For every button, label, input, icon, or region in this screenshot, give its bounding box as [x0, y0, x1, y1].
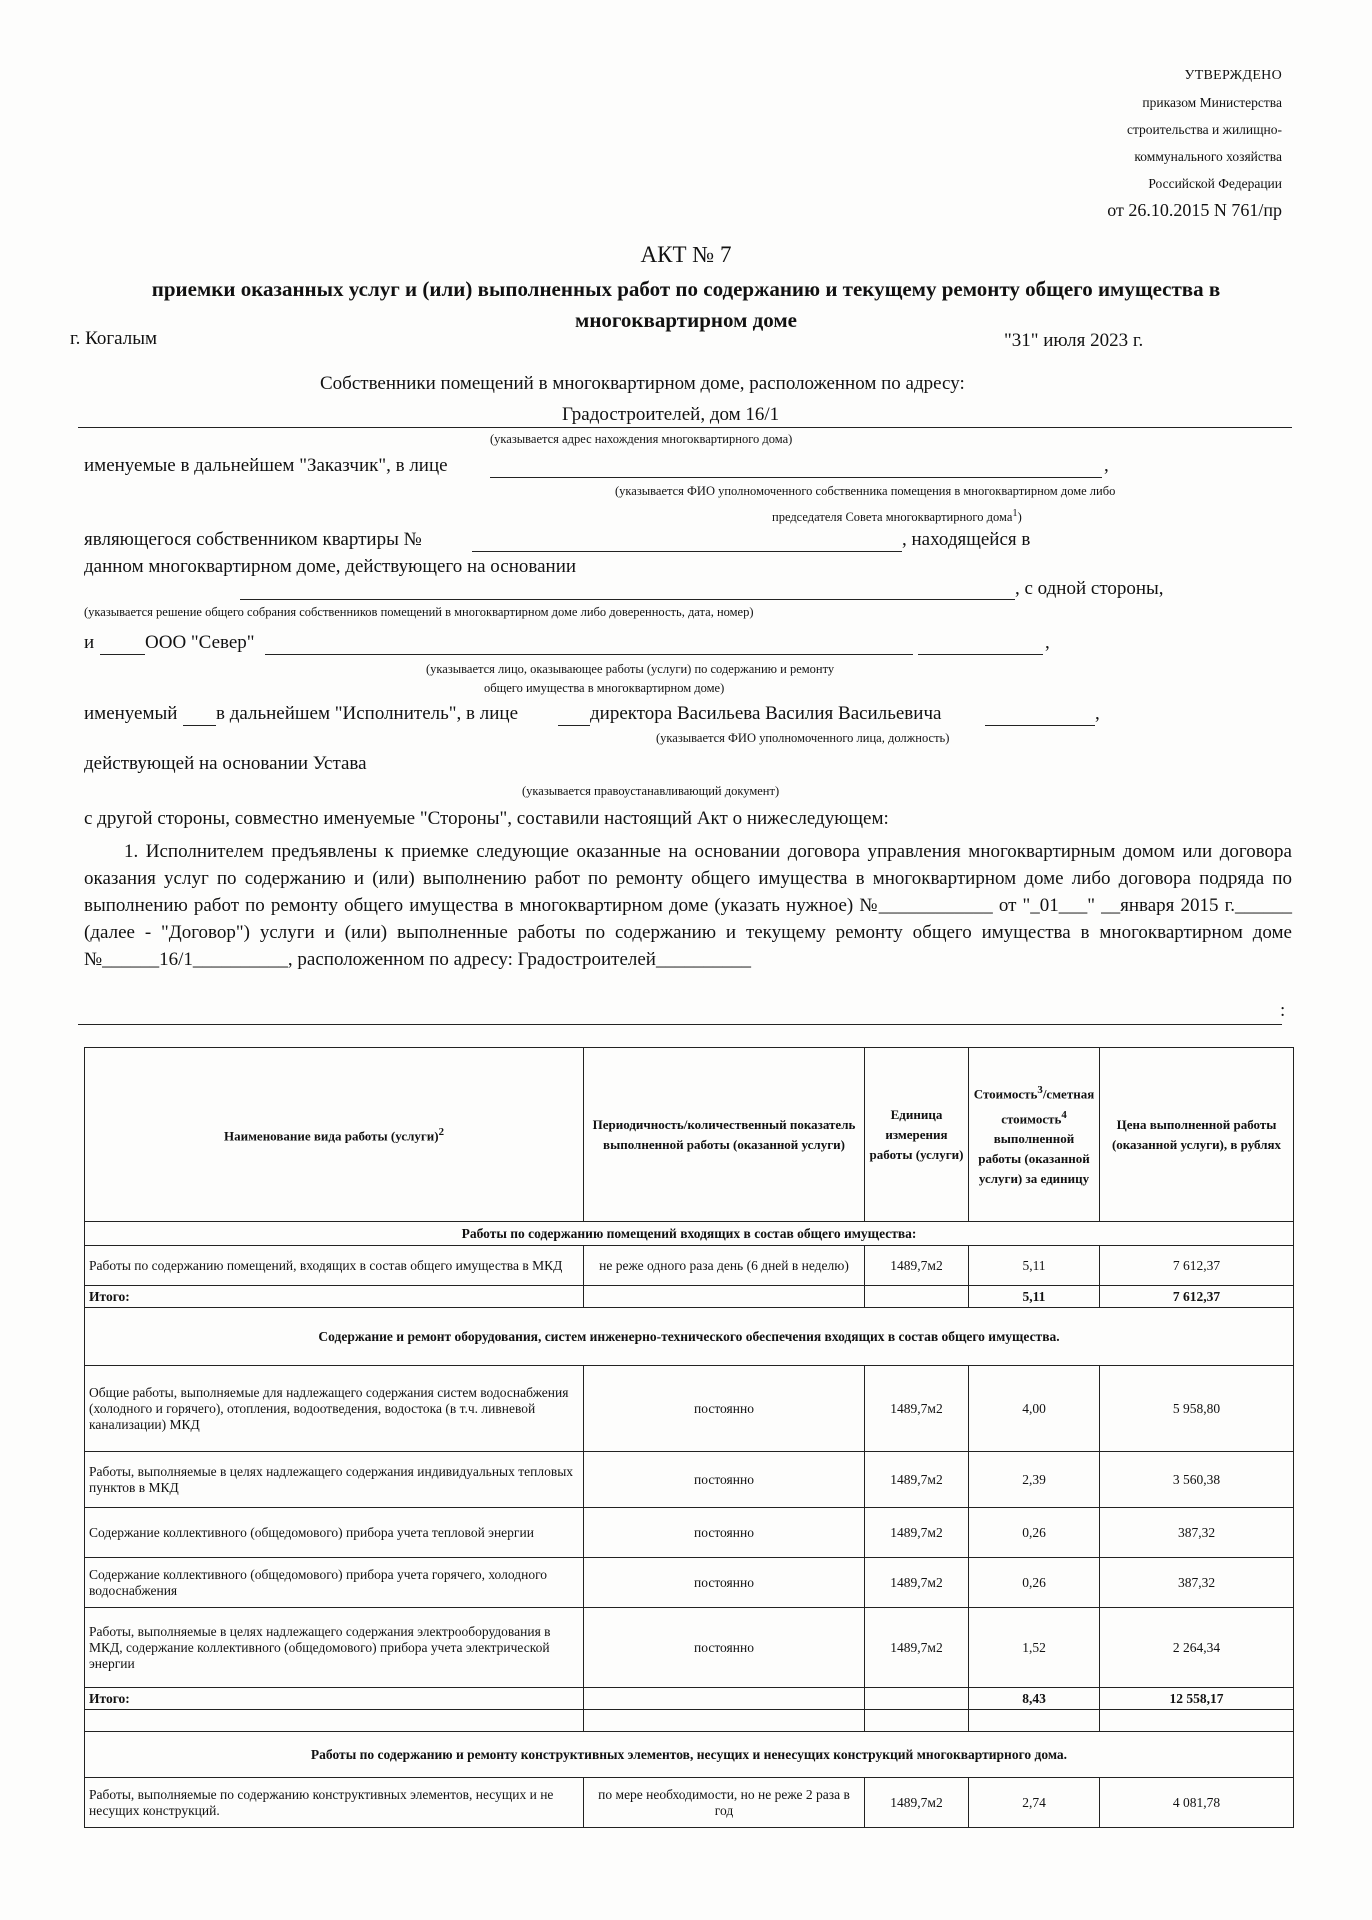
underline: [78, 427, 1292, 428]
total-price: 7 612,37: [1100, 1286, 1294, 1308]
section-title: Работы по содержанию помещений входящих в состав общего имущества:: [85, 1222, 1294, 1246]
total-cost: 5,11: [969, 1286, 1100, 1308]
and-label: и: [84, 632, 95, 653]
header-price: Цена выполненной работы (оказанной услуги), в рублях: [1100, 1048, 1294, 1222]
underline: [472, 551, 902, 552]
approval-line: Российской Федерации: [1148, 176, 1282, 191]
cell-price: 2 264,34: [1100, 1608, 1294, 1688]
underline: [100, 654, 145, 655]
cell-unit: 1489,7м2: [865, 1366, 969, 1452]
total-row: [85, 1286, 1294, 1308]
cell-unit: 1489,7м2: [865, 1608, 969, 1688]
cell-cost: 1,52: [969, 1608, 1100, 1688]
cell-price: 387,32: [1100, 1558, 1294, 1608]
act-number: АКТ № 7: [640, 242, 732, 267]
underline: [918, 654, 1043, 655]
underline: [490, 477, 1102, 478]
address-note: (указывается адрес нахождения многоквартирного дома): [490, 432, 793, 446]
section-title: Работы по содержанию и ремонту конструктивных элементов, несущих и ненесущих конструкций многоквартирного дома.: [85, 1732, 1294, 1778]
underline: [78, 1024, 1282, 1025]
cell-cost: 0,26: [969, 1508, 1100, 1558]
owners-intro: Собственники помещений в многоквартирном доме, расположенном по адресу:: [320, 373, 965, 394]
section-header: [85, 1308, 1294, 1366]
clause-1: 1. Исполнителем предъявлены к приемке следующие оказанные на основании договора управления многоквартирным домом или договора оказания услуг по содержанию и (или) выполнению работ по ремонту общего имущества в многоквартирном доме либо договора подряда по выполнению работ по ремонту общего имущества в многоквартирном доме (указать нужное) №____________ от "_01___" __января 2015 г.______ (далее - "Договор") услуги и (или) выполненные работы по содержанию и текущему ремонту общего имущества в многоквартирном доме №______16/1__________, расположенном по адресу: Градостроителей__________: [84, 841, 1292, 970]
table-row: [85, 1558, 1294, 1608]
cell-period: постоянно: [584, 1508, 865, 1558]
approval-stamp: [1107, 62, 1282, 224]
cell-period: не реже одного раза день (6 дней в неделю): [584, 1246, 865, 1286]
house-address: Градостроителей, дом 16/1: [562, 404, 780, 425]
table-row: [85, 1608, 1294, 1688]
contractor-name: ООО "Север": [145, 632, 255, 653]
other-side: с другой стороны, совместно именуемые "Стороны", составили настоящий Акт о нижеследующем:: [84, 808, 889, 829]
total-label: Итого:: [85, 1688, 584, 1710]
owner-line-end: , находящейся в: [902, 529, 1031, 550]
approval-line: коммунального хозяйства: [1134, 149, 1282, 164]
underline: [240, 599, 1015, 600]
cell-period: постоянно: [584, 1452, 865, 1508]
section-header: [85, 1732, 1294, 1778]
cell-price: 7 612,37: [1100, 1246, 1294, 1286]
underline: [985, 725, 1095, 726]
cell-price: 3 560,38: [1100, 1452, 1294, 1508]
customer-note-2: председателя Совета многоквартирного дома$^1$): [772, 508, 1022, 525]
cell-period: постоянно: [584, 1366, 865, 1452]
table-header-row: [85, 1048, 1294, 1222]
executor-note: (указывается ФИО уполномоченного лица, должность): [656, 731, 950, 745]
works-table: [84, 1047, 1294, 1828]
cell-name: Содержание коллективного (общедомового) прибора учета горячего, холодного водоснабжения: [85, 1558, 584, 1608]
header-unit: Единица измерения работы (услуги): [865, 1048, 969, 1222]
cell-name: Работы, выполняемые в целях надлежащего содержания электрооборудования в МКД, содержание коллективного (общедомового) прибора учета электрической энергии: [85, 1608, 584, 1688]
cell-cost: 5,11: [969, 1246, 1100, 1286]
cell-cost: 4,00: [969, 1366, 1100, 1452]
cell-unit: 1489,7м2: [865, 1778, 969, 1828]
executor-mid: в дальнейшем "Исполнитель", в лице: [216, 703, 518, 724]
header-cost: Стоимость$^3$/сметная стоимость$^4$ выполненной работы (оказанной услуги) за единицу: [969, 1048, 1100, 1222]
approval-line: приказом Министерства: [1142, 95, 1282, 110]
cell-period: постоянно: [584, 1558, 865, 1608]
table-row: [85, 1778, 1294, 1828]
executor-prefix: именуемый: [84, 703, 178, 724]
act-date: "31" июля 2023 г.: [1004, 330, 1144, 351]
header-name: Наименование вида работы (услуги)$^2$: [85, 1048, 584, 1222]
cell-period: постоянно: [584, 1608, 865, 1688]
customer-line: именуемые в дальнейшем "Заказчик", в лице: [84, 455, 448, 476]
cell-name: Общие работы, выполняемые для надлежащего содержания систем водоснабжения (холодного и горячего), отопления, водоотведения, водостока (в т.ч. ливневой канализации) МКД: [85, 1366, 584, 1452]
cell-name: Работы по содержанию помещений, входящих в состав общего имущества в МКД: [85, 1246, 584, 1286]
table-row: [85, 1366, 1294, 1452]
cell-cost: 2,39: [969, 1452, 1100, 1508]
table-row: [85, 1452, 1294, 1508]
clause-end: :: [1280, 1000, 1286, 1021]
acting-basis: действующей на основании Устава: [84, 753, 367, 774]
basis-line: данном многоквартирном доме, действующего на основании: [84, 556, 577, 577]
cell-unit: 1489,7м2: [865, 1452, 969, 1508]
table-row: [85, 1246, 1294, 1286]
total-row: [85, 1688, 1294, 1710]
approval-title: УТВЕРЖДЕНО: [1184, 68, 1282, 83]
cell-period: по мере необходимости, но не реже 2 раза в год: [584, 1778, 865, 1828]
total-cost: 8,43: [969, 1688, 1100, 1710]
act-city: г. Когалым: [70, 328, 158, 349]
cell-name: Работы, выполняемые по содержанию конструктивных элементов, несущих и не несущих конструкций.: [85, 1778, 584, 1828]
act-title: приемки оказанных услуг и (или) выполненных работ по содержанию и текущему ремонту общего имущества в многоквартирном доме: [151, 277, 1221, 332]
basis-note: (указывается решение общего собрания собственников помещений в многоквартирном доме либо доверенность, дата, номер): [84, 605, 754, 619]
total-label: Итого:: [85, 1286, 584, 1308]
cell-unit: 1489,7м2: [865, 1508, 969, 1558]
header-period: Периодичность/количественный показатель выполненной работы (оказанной услуги): [584, 1048, 865, 1222]
cell-name: Содержание коллективного (общедомового) прибора учета тепловой энергии: [85, 1508, 584, 1558]
section-header: [85, 1222, 1294, 1246]
cell-price: 4 081,78: [1100, 1778, 1294, 1828]
total-price: 12 558,17: [1100, 1688, 1294, 1710]
document-page: УТВЕРЖДЕНО приказом Министерства строительства и жилищно- коммунального хозяйства Российской Федерации от 26.10.2015 N 761/пр АКТ № 7 приемки оказанных услуг и (или) выполненных работ по содержанию и текущему ремонту общего имущества в многоквартирном доме г. Когалым "31" июля 2023 г. Собственники помещений в многоквартирном доме, расположенном по адресу: Градостроителей, дом 16/1 (указывается адрес нахождения многоквартирного дома) именуемые в дальнейшем "Заказчик", в лице , (указывается ФИО уполномоченного собственника помещения в многоквартирном доме либо председателя Совета многоквартирного дома$^1$) являющегося собственником квартиры № , находящейся в данном многоквартирном доме, действующего на основании , с одной стороны, (указывается решение общего собрания собственников помещений в многоквартирном доме либо доверенность, дата, номер) и ООО "Север" , (указывается лицо, оказывающее работы (услуги) по содержанию и ремонту общего имущества в многоквартирном доме) именуемый в дальнейшем "Исполнитель", в лице директора Васильева Василия Васильевича , (указывается ФИО уполномоченного лица, должность) действующей на основании Устава (указывается правоустанавливающий документ) с другой стороны, совместно именуемые "Стороны", составили настоящий Акт о нижеследующем: 1. Исполнителем предъявлены к приемке следующие оказанные на основании договора управления многоквартирным домом или договора оказания услуг по содержанию и (или) выполнению работ по ремонту общего имущества в многоквартирном доме либо договора подряда по выполнению работ по ремонту общего имущества в многоквартирном доме (указать нужное) №____________ от "_01___" __января 2015 г.______ (далее - "Договор") услуги и (или) выполненные работы по содержанию и текущему ремонту общего имущества в многоквартирном доме №______16/1__________, расположенном по адресу: Градостроителей__________ : Наименование вида работы (услуги)$^2$ Периодичность/количественный показатель выполненной работы (оказанной услуги) Единица измерения работы (услуги) Стоимость$^3$/сметная стоимость$^4$ выполненной работы (оказанной услуги) за единицу Цена выполненной работы (оказанной услуги), в рублях Работы по содержанию помещений входящих в состав общего имущества: Работы по содержанию помещений, входящих в состав общего имущества в МКД не реже одного раза день (6 дней в неделю) 1489,7м2 5,11 7 612,37 Итого: 5,11 7 612,37 Содержание и ремонт оборудования, систем инженерно-технического обеспечения входящих в состав общего имущества. Общие работы, выполняемые для надлежащего содержания систем водоснабжения (холодного и горячего), отопления, водоотведения, водостока (в т.ч. ливневой канализации) МКД постоянно 1489,7м2 4,00 5 958,80 Работы, выполняемые в целях надлежащего содержания индивидуальных тепловых пунктов в МКД постоянно 1489,7м2 2,39 3 560,38 Содержание коллективного (общедомового) прибора учета тепловой энергии постоянно 1489,7м2 0,26 387,32 Содержание коллективного (общедомового) прибора учета горячего, холодного водоснабжения постоянно 1489,7м2 0,26 387,32 Работы, выполняемые в целях надлежащего содержания электрооборудования в МКД, содержание коллективного (общедомового) прибора учета электрической энергии постоянно 1489,7м2 1,52 2 264,34 Итого: 8,43 12 558,17 Работы по содержанию и ремонту конструктивных элементов, несущих и ненесущих конструкций многоквартирного дома. Работы, выполняемые по содержанию конструктивных элементов, несущих и не несущих конструкций. по мере необходимости, но не реже 2 раза в год 1489,7м2 2,74 4 081,78: [0, 0, 1372, 1920]
cell-price: 5 958,80: [1100, 1366, 1294, 1452]
cell-name: Работы, выполняемые в целях надлежащего содержания индивидуальных тепловых пунктов в МКД: [85, 1452, 584, 1508]
owner-line: являющегося собственником квартиры №: [84, 529, 422, 550]
acting-note: (указывается правоустанавливающий документ): [522, 784, 780, 798]
table-row: [85, 1508, 1294, 1558]
contractor-note: (указывается лицо, оказывающее работы (услуги) по содержанию и ремонту: [426, 662, 835, 676]
one-side: , с одной стороны,: [1015, 578, 1164, 599]
approval-line: строительства и жилищно-: [1127, 122, 1282, 137]
empty-row: [85, 1710, 1294, 1732]
cell-unit: 1489,7м2: [865, 1558, 969, 1608]
cell-cost: 0,26: [969, 1558, 1100, 1608]
section-title: Содержание и ремонт оборудования, систем инженерно-технического обеспечения входящих в состав общего имущества.: [85, 1308, 1294, 1366]
executor-person: директора Васильева Василия Васильевича: [590, 703, 942, 724]
underline: [183, 725, 216, 726]
underline: [265, 654, 913, 655]
underline: [558, 725, 590, 726]
approval-date: от 26.10.2015 N 761/пр: [1107, 200, 1282, 220]
cell-cost: 2,74: [969, 1778, 1100, 1828]
cell-price: 387,32: [1100, 1508, 1294, 1558]
contractor-note-2: общего имущества в многоквартирном доме): [484, 681, 725, 695]
customer-note: (указывается ФИО уполномоченного собственника помещения в многоквартирном доме либо: [615, 484, 1116, 498]
cell-unit: 1489,7м2: [865, 1246, 969, 1286]
